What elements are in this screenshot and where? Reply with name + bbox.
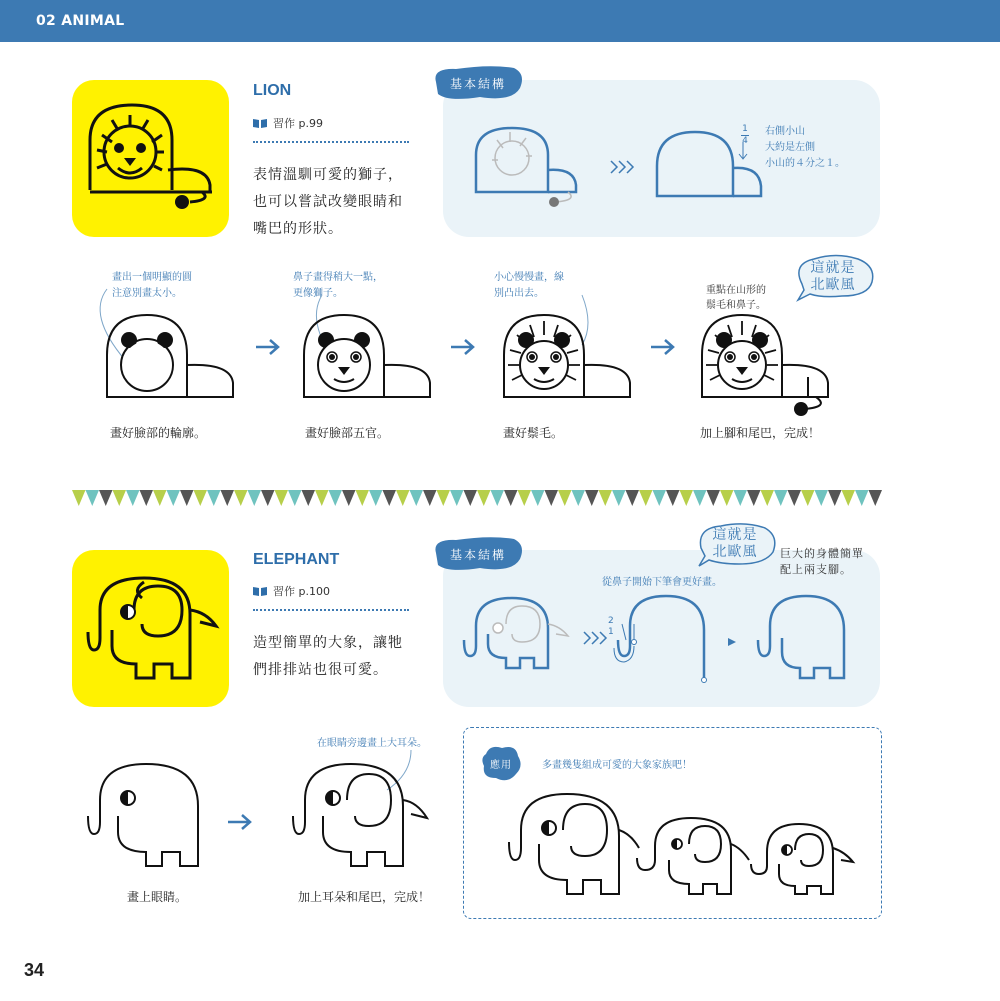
lion-basic-note-line: 小山的４分之１。 <box>765 158 845 169</box>
bunting-flag <box>504 490 518 506</box>
elephant-step1-drawing <box>80 760 210 870</box>
lion-step4-note-line: 鬃毛和鼻子。 <box>706 300 766 311</box>
bunting-flag <box>248 490 262 506</box>
bunting-flag <box>801 490 815 506</box>
lion-structure-sketch <box>470 120 600 210</box>
bunting-flag <box>180 490 194 506</box>
elephant-nordic-note-line: 配上兩支腳。 <box>780 563 852 576</box>
bunting-flag <box>113 490 127 506</box>
lion-step1-drawing <box>85 285 245 400</box>
elephant-title: ELEPHANT <box>253 551 340 568</box>
bunting-flag <box>653 490 667 506</box>
bunting-flag <box>531 490 545 506</box>
elephant-desc-line: 造型簡單的大象，讓牠 <box>253 635 403 651</box>
elephant-step2-caption: 加上耳朵和尾巴，完成！ <box>298 890 431 904</box>
lion-step2-note-line: 更像獅子。 <box>293 288 343 299</box>
elephant-divider <box>253 609 409 611</box>
lion-step2-note-line: 鼻子畫得稍大一點， <box>293 272 383 283</box>
elephant-basic-shape <box>752 590 862 685</box>
bunting-flag <box>369 490 383 506</box>
elephant-nordic-label <box>700 527 770 561</box>
bunting-flag <box>302 490 316 506</box>
bunting-flag <box>383 490 397 506</box>
elephant-practice-ref-text: 習作 p.100 <box>273 585 330 598</box>
bunting-flag <box>450 490 464 506</box>
bunting-flag <box>855 490 869 506</box>
lion-step3-drawing <box>482 285 642 400</box>
lion-thumbnail <box>72 80 229 237</box>
fraction-numerator: 1 <box>742 124 748 134</box>
lion-desc-line: 嘴巴的形狀。 <box>253 221 343 237</box>
bunting-flag <box>842 490 856 506</box>
bunting-flag <box>545 490 559 506</box>
bunting-flag <box>734 490 748 506</box>
elephant-desc-line: 們排排站也很可愛。 <box>253 662 388 678</box>
lion-basic-note <box>765 124 845 172</box>
bunting-flag <box>518 490 532 506</box>
bunting-flag <box>437 490 451 506</box>
elephant-description <box>253 630 403 684</box>
bunting-flag <box>396 490 410 506</box>
lion-basic-note-line: 大約是左側 <box>765 142 815 153</box>
elephant-trunk-stroke-guide <box>612 590 722 690</box>
lion-desc-line: 也可以嘗試改變眼睛和 <box>253 194 403 210</box>
application-note: 多畫幾隻組成可愛的大象家族吧！ <box>542 760 692 771</box>
elephant-nordic-note <box>780 546 864 578</box>
triple-chevron-icon <box>583 631 607 645</box>
play-triangle-icon <box>727 637 737 647</box>
elephant-practice-ref <box>253 583 330 599</box>
lion-divider <box>253 141 409 143</box>
bunting-flag <box>194 490 208 506</box>
fraction-denominator: 4 <box>742 136 748 146</box>
lion-description <box>253 162 403 243</box>
bunting-flag <box>126 490 140 506</box>
lion-step4-caption: 加上腳和尾巴，完成！ <box>700 426 821 440</box>
lion-step4-note-line: 重點在山形的 <box>706 285 766 296</box>
bunting-flag <box>585 490 599 506</box>
bunting-flag <box>477 490 491 506</box>
lion-nordic-line: 北歐風 <box>810 277 856 293</box>
bunting-flag <box>828 490 842 506</box>
elephant-basic-label: 基本結構 <box>449 547 506 562</box>
bunting-flag <box>707 490 721 506</box>
bunting-flag <box>666 490 680 506</box>
bunting-flag <box>815 490 829 506</box>
bunting-flag <box>207 490 221 506</box>
bunting-flag <box>167 490 181 506</box>
lion-thumbnail-drawing <box>72 80 229 237</box>
book-icon <box>253 118 267 128</box>
elephant-nordic-line: 這就是 <box>712 527 758 543</box>
bunting-flag <box>423 490 437 506</box>
bunting-flag <box>720 490 734 506</box>
arrow-right-icon <box>650 338 676 356</box>
bunting-flag <box>315 490 329 506</box>
stroke-number: 1 <box>608 627 614 637</box>
bunting-flag <box>788 490 802 506</box>
book-icon <box>253 586 267 596</box>
bunting-divider <box>72 490 882 508</box>
elephant-family-drawing <box>505 790 870 905</box>
bunting-flag <box>410 490 424 506</box>
lion-step3-note-line: 小心慢慢畫，線 <box>494 272 564 283</box>
bunting-flag <box>693 490 707 506</box>
bunting-flag <box>491 490 505 506</box>
lion-nordic-line: 這就是 <box>810 260 856 276</box>
lion-fraction <box>741 124 749 147</box>
bunting-flag <box>153 490 167 506</box>
arrow-right-icon <box>450 338 476 356</box>
bunting-flag <box>288 490 302 506</box>
bunting-flag <box>774 490 788 506</box>
arrow-right-icon <box>255 338 281 356</box>
bunting-flag <box>221 490 235 506</box>
bunting-flag <box>680 490 694 506</box>
bunting-flag <box>356 490 370 506</box>
bunting-flag <box>86 490 100 506</box>
application-label: 應用 <box>490 759 512 771</box>
bunting-flag <box>72 490 86 506</box>
elephant-stroke-numbers <box>608 616 614 638</box>
bunting-flag <box>99 490 113 506</box>
bunting-flag <box>342 490 356 506</box>
bunting-flag <box>869 490 883 506</box>
lion-step2-drawing <box>282 285 442 400</box>
section-title: 02 ANIMAL <box>36 13 125 29</box>
elephant-step2-drawing <box>285 760 445 870</box>
bunting-flag <box>234 490 248 506</box>
elephant-trunk-note: 從鼻子開始下筆會更好畫。 <box>602 577 722 588</box>
lion-basic-note-line: 右側小山 <box>765 126 805 137</box>
arrow-right-icon <box>227 813 253 831</box>
lion-final-drawing <box>680 285 850 415</box>
elephant-structure-sketch <box>460 590 580 670</box>
bunting-flag <box>261 490 275 506</box>
elephant-step1-caption: 畫上眼睛。 <box>127 890 188 904</box>
elephant-step2-note: 在眼睛旁邊畫上大耳朵。 <box>317 738 427 749</box>
elephant-nordic-line: 北歐風 <box>712 544 758 560</box>
elephant-thumbnail-drawing <box>72 550 229 707</box>
bunting-flag <box>599 490 613 506</box>
lion-desc-line: 表情溫馴可愛的獅子， <box>253 167 403 183</box>
bunting-flag <box>329 490 343 506</box>
bunting-flag <box>747 490 761 506</box>
page-number: 34 <box>24 960 45 980</box>
bunting-flag <box>612 490 626 506</box>
elephant-thumbnail <box>72 550 229 707</box>
bunting-flag <box>572 490 586 506</box>
lion-step1-note-line: 注意別畫太小。 <box>112 288 182 299</box>
lion-step1-note-line: 畫出一個明顯的圓 <box>112 272 192 283</box>
lion-step1-caption: 畫好臉部的輪廓。 <box>110 426 207 440</box>
lion-practice-ref-text: 習作 p.99 <box>273 117 323 130</box>
lion-title: LION <box>253 82 292 99</box>
bunting-flag <box>626 490 640 506</box>
stroke-number: 2 <box>608 616 614 626</box>
bunting-flag <box>558 490 572 506</box>
bunting-flag <box>639 490 653 506</box>
section-header-bar <box>0 0 1000 42</box>
elephant-nordic-note-line: 巨大的身體簡單 <box>780 547 864 560</box>
lion-step3-caption: 畫好鬃毛。 <box>503 426 564 440</box>
lion-practice-ref <box>253 115 323 131</box>
bunting-flag <box>275 490 289 506</box>
lion-step3-note-line: 別凸出去。 <box>494 288 544 299</box>
bunting-flag <box>761 490 775 506</box>
lion-basic-label: 基本結構 <box>449 76 506 91</box>
triple-chevron-icon <box>610 160 634 174</box>
bunting-flag <box>464 490 478 506</box>
lion-step2-caption: 畫好臉部五官。 <box>305 426 390 440</box>
bunting-flag <box>140 490 154 506</box>
